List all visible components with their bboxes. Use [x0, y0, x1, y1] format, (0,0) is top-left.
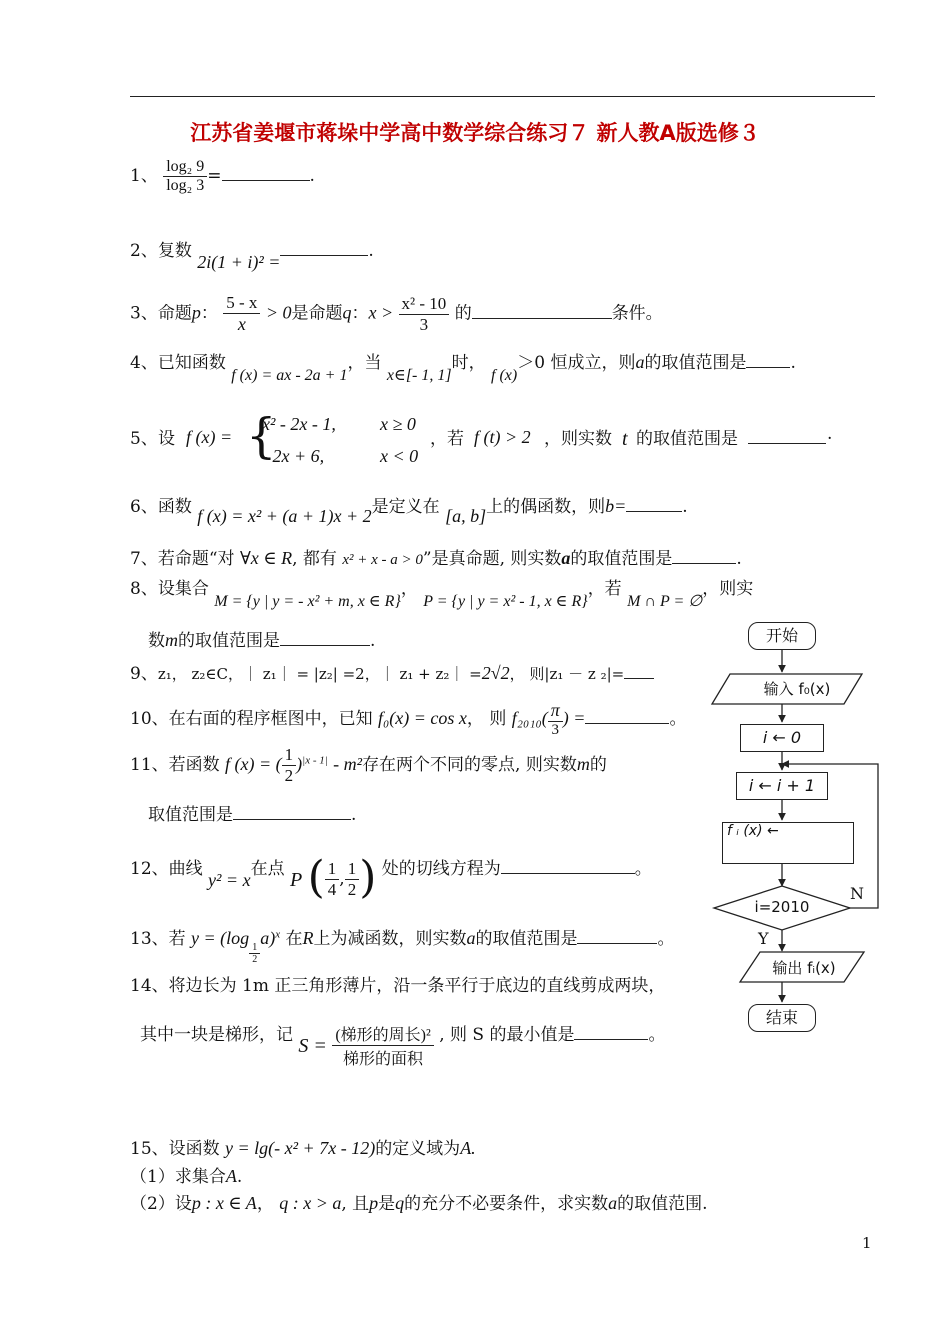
answer-blank — [574, 1038, 648, 1040]
problem-13: 13、若 y = (log $\frac{1}{2}$ a)$^x$ 在R上为减函数，则实数a的取值范围是 。 — [130, 928, 675, 965]
problem-15-q1: （1）求集合A. — [130, 1166, 243, 1187]
answer-blank — [222, 179, 310, 181]
fraction: $\frac{1}{4}$ — [325, 859, 340, 900]
flowchart-no-label: N — [850, 884, 864, 903]
answer-blank — [472, 317, 612, 319]
problem-15-q2: （2）设p : x ∈ A， q : x > a, 且p是q的充分不必要条件，求实数a的取值范围. — [130, 1193, 708, 1214]
problem-9: 9、z₁， z₂∈C，｜ z₁｜ = |z₂| =2，｜ z₁ + z₂｜ =2√2， 则|z₁ － z ₂|= — [130, 659, 654, 684]
flowchart-end: 结束 — [748, 1004, 816, 1032]
problem-10: 10、在右面的程序框图中，已知 f₀(x) = cos x， 则 f₂₀₁₀( π 3 ) = 。 — [130, 700, 687, 738]
flowchart-input: 输入 f₀(x) — [763, 680, 831, 698]
problem-1: 1、 $\frac{\text{log₂ 9}}{\text{log₂ 3}}$ = . — [130, 158, 315, 194]
answer-blank — [624, 677, 654, 679]
page-title: 江苏省姜堰市蒋垛中学高中数学综合练习７ 新人教A版选修３ — [190, 121, 760, 145]
problem-3: 3、命题p： $\frac{5 - x}{x}$ > 0是命题q：x > $\frac{\text{x² - 10}}{3}$ 的 条件。 — [130, 293, 663, 334]
fraction: (梯形的周长)² 梯形的面积 — [332, 1022, 433, 1069]
flowchart-start: 开始 — [748, 622, 816, 650]
problem-6: 6、函数 f (x) = x² + (a + 1)x + 2是定义在 [a, b]上的偶函数，则b= . — [130, 496, 688, 526]
problem-8: 8、设集合 M = {y | y = - x² + m, x ∈ R}， P = {y | y = x² - 1, x ∈ R}，若 M ∩ P = ∅，则实 — [130, 579, 754, 610]
problem-11: 11、若函数 f (x) = ( $\frac{1}{2}$ )$^{|x - 1|}$ - m²存在两个不同的零点, 则实数m的 — [130, 745, 607, 785]
fraction: $\frac{5 - x}{x}$ — [223, 293, 260, 335]
flowchart-output: 输出 fᵢ(x) — [772, 959, 836, 977]
answer-blank — [501, 872, 635, 874]
answer-blank — [233, 818, 351, 820]
answer-blank — [746, 366, 790, 368]
flowchart-assign: f ᵢ (x) ← — [722, 822, 854, 864]
problem-15: 15、设函数 y = lg(- x² + 7x - 12)的定义域为A. — [130, 1138, 476, 1159]
problem-12: 12、曲线 y² = x在点 P ( $\frac{1}{4}$ , $\frac{1}{2}$ ) 处的切线方程为 。 — [130, 852, 652, 903]
page-number: 1 — [862, 1234, 872, 1252]
flowchart-increment: i ← i + 1 — [736, 772, 828, 800]
fraction: $\frac{\text{log₂ 9}}{\text{log₂ 3}}$ — [163, 158, 207, 195]
answer-blank — [585, 722, 669, 724]
fraction: $\frac{1}{2}$ — [282, 745, 297, 786]
answer-blank — [280, 254, 368, 256]
top-rule — [130, 96, 875, 97]
brace: { — [246, 408, 277, 464]
answer-blank — [748, 442, 826, 444]
flowchart — [700, 618, 890, 1038]
answer-blank — [672, 562, 736, 564]
answer-blank — [280, 644, 370, 646]
fraction: $\frac{1}{2}$ — [345, 859, 360, 900]
flowchart-condition: i=2010 — [754, 898, 810, 916]
fraction: $\frac{1}{2}$ — [249, 942, 260, 965]
fraction: $\frac{\text{x² - 10}}{3}$ — [399, 294, 450, 335]
problem-2: 2、复数 2i(1 + i)² =. — [130, 241, 374, 272]
flowchart-init: i ← 0 — [740, 724, 824, 752]
fraction: π 3 — [548, 700, 563, 739]
problem-7: 7、若命题“对 ∀x ∈ R, 都有 x² + x - a > 0”是真命题, 则实数a的取值范围是 . — [130, 548, 742, 569]
problem-8-cont: 数m的取值范围是 . — [148, 630, 376, 651]
problem-4: 4、已知函数 f (x) = ax - 2a + 1，当 x∈[- 1, 1]时， f (x)＞0 恒成立，则a的取值范围是 . — [130, 352, 796, 384]
problem-14: 14、将边长为 1m 正三角形薄片，沿一条平行于底边的直线剪成两块， — [130, 976, 666, 996]
problem-14-cont: 其中一块是梯形，记 S = (梯形的周长)² 梯形的面积 , 则 S 的最小值是 。 — [140, 1012, 665, 1059]
problem-11-cont: 取值范围是 . — [148, 805, 357, 825]
answer-blank — [577, 942, 657, 944]
flowchart-yes-label: Y — [758, 929, 769, 948]
answer-blank — [626, 510, 682, 512]
